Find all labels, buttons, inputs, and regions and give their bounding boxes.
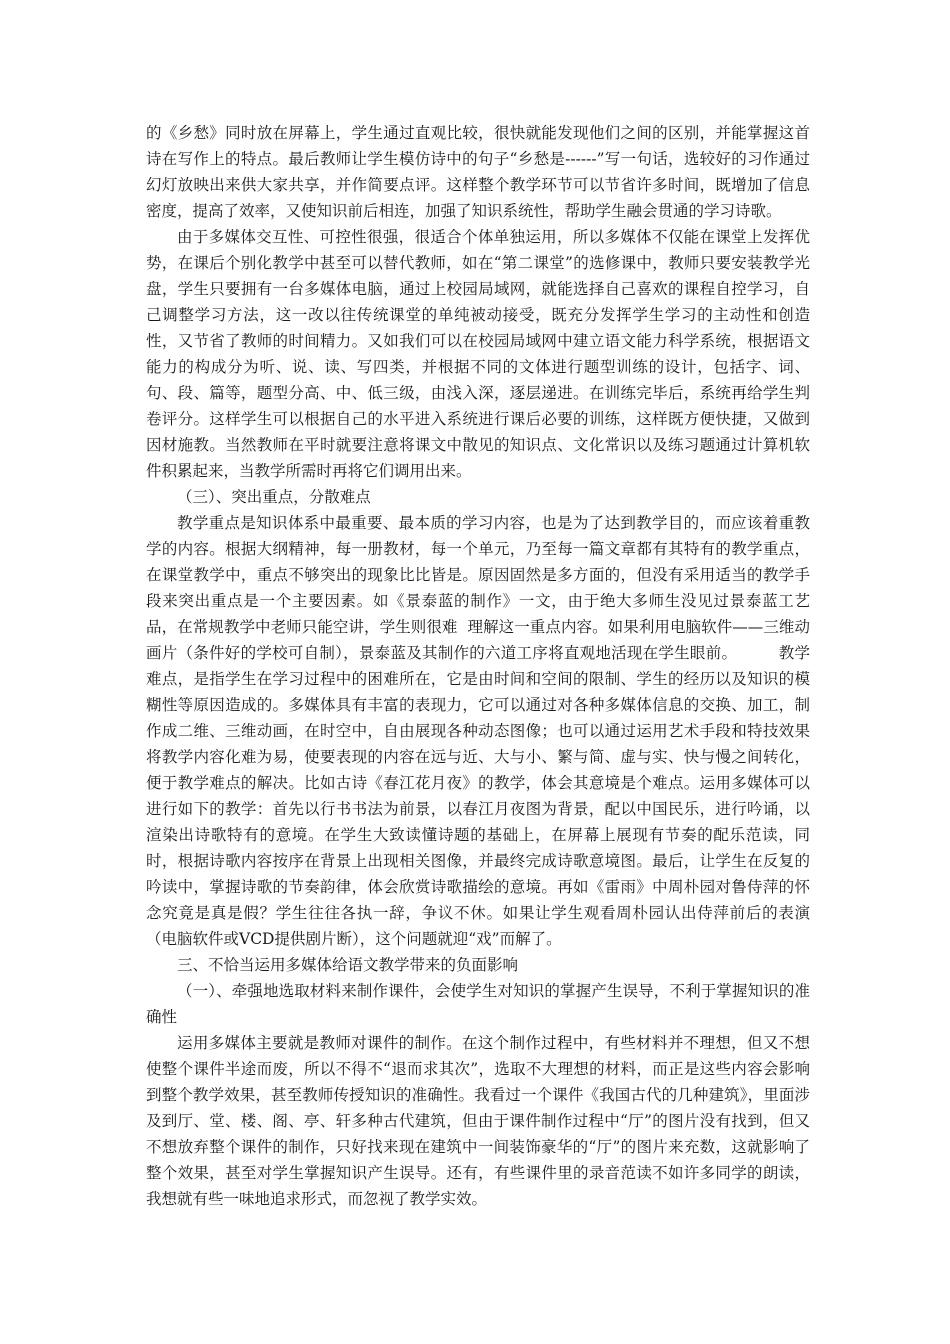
section-heading: （三）、突出重点，分散难点 [177, 488, 371, 506]
paragraph: 的《乡愁》同时放在屏幕上，学生通过直观比较，很快就能发现他们之间的区别，并能掌握这首诗在写作上的特点。最后教师让学生模仿诗中的句子“乡愁是------”写一句话，选较好的习作通过幻灯放映出来供大家共享，并作简要点评。这样整个教学环节可以节省许多时间，既增加了信息密度，提高了效率，又使知识前后相连，加强了知识系统性，帮助学生融会贯通的学习诗歌。 [146, 124, 810, 220]
paragraph: 由于多媒体交互性、可控性很强，很适合个体单独运用，所以多媒体不仅能在课堂上发挥优势，在课后个别化教学中甚至可以替代教师，如在“第二课堂”的选修课中，教师只要安装教学光盘，学生只要拥有一台多媒体电脑，通过上校园局域网，就能选择自己喜欢的课程自控学习，自己调整学习方法，这一改以往传统课堂的单纯被动接受，既充分发挥学生学习的主动性和创造性，又节省了教师的时间精力。又如我们可以在校园局域网中建立语文能力科学系统，根据语文能力的构成分为听、说、读、写四类，并根据不同的文体进行题型训练的设计，包括字、词、句、段、篇等，题型分高、中、低三级，由浅入深，逐层递进。在训练完毕后，系统再给学生判卷评分。这样学生可以根据自己的水平进入系统进行课后必要的训练，这样既方便快捷，又做到因材施教。当然教师在平时就要注意将课文中散见的知识点、文化常识以及练习题通过计算机软件积累起来，当教学所需时再将它们调用出来。 [146, 228, 810, 480]
document-body [146, 120, 810, 1212]
section-heading: 三、不恰当运用多媒体给语文教学带来的负面影响 [177, 956, 519, 974]
subsection-heading: （一）、牵强地选取材料来制作课件，会使学生对知识的掌握产生误导，不利于掌握知识的准确性 [146, 982, 810, 1026]
paragraph: 运用多媒体主要就是教师对课件的制作。在这个制作过程中，有些材料并不理想，但又不想使整个课件半途而废，所以不得不“退而求其次”，选取不大理想的材料，而正是这些内容会影响到整个教学效果，甚至教师传授知识的准确性。我看过一个课件《我国古代的几种建筑》，里面涉及到厅、堂、楼、阁、亭、轩多种古代建筑，但由于课件制作过程中“厅”的图片没有找到，但又不想放弃整个课件的制作，只好找来现在建筑中一间装饰豪华的“厅”的图片来充数，这就影响了整个效果，甚至对学生掌握知识产生误导。还有，有些课件里的录音范读不如许多同学的朗读，我想就有些一味地追求形式，而忽视了教学实效。 [146, 1034, 810, 1208]
paragraph: 教学重点是知识体系中最重要、最本质的学习内容，也是为了达到教学目的，而应该着重教学的内容。根据大纲精神，每一册教材，每一个单元，乃至每一篇文章都有其特有的教学重点，在课堂教学中，重点不够突出的现象比比皆是。原因固然是多方面的，但没有采用适当的教学手段来突出重点是一个主要因素。如《景泰蓝的制作》一文，由于绝大多师生没见过景泰蓝工艺品，在常规教学中老师只能空讲，学生则很难 理解这一重点内容。如果利用电脑软件——三维动画片（条件好的学校可自制），景泰蓝及其制作的六道工序将直观地活现在学生眼前。 教学难点，是指学生在学习过程中的困难所在，它是由时间和空间的限制、学生的经历以及知识的模糊性等原因造成的。多媒体具有丰富的表现力，它可以通过对各种多媒体信息的交换、加工，制作成二维、三维动画，在时空中，自由展现各种动态图像；也可以通过运用艺术手段和特技效果将教学内容化难为易，使要表现的内容在远与近、大与小、繁与简、虚与实、快与慢之间转化，便于教学难点的解决。比如古诗《春江花月夜》的教学，体会其意境是个难点。运用多媒体可以进行如下的教学：首先以行书书法为前景，以春江月夜图为背景，配以中国民乐，进行吟诵，以渲染出诗歌特有的意境。在学生大致读懂诗题的基础上，在屏幕上展现有节奏的配乐范读，同时，根据诗歌内容按序在背景上出现相关图像，并最终完成诗歌意境图。最后，让学生在反复的吟读中，掌握诗歌的节奏韵律，体会欣赏诗歌描绘的意境。再如《雷雨》中周朴园对鲁侍萍的怀念究竟是真是假？学生往往各执一辞，争议不休。如果让学生观看周朴园认出侍萍前后的表演（电脑软件或VCD提供剧片断），这个问题就迎“戏”而解了。 [146, 514, 810, 948]
